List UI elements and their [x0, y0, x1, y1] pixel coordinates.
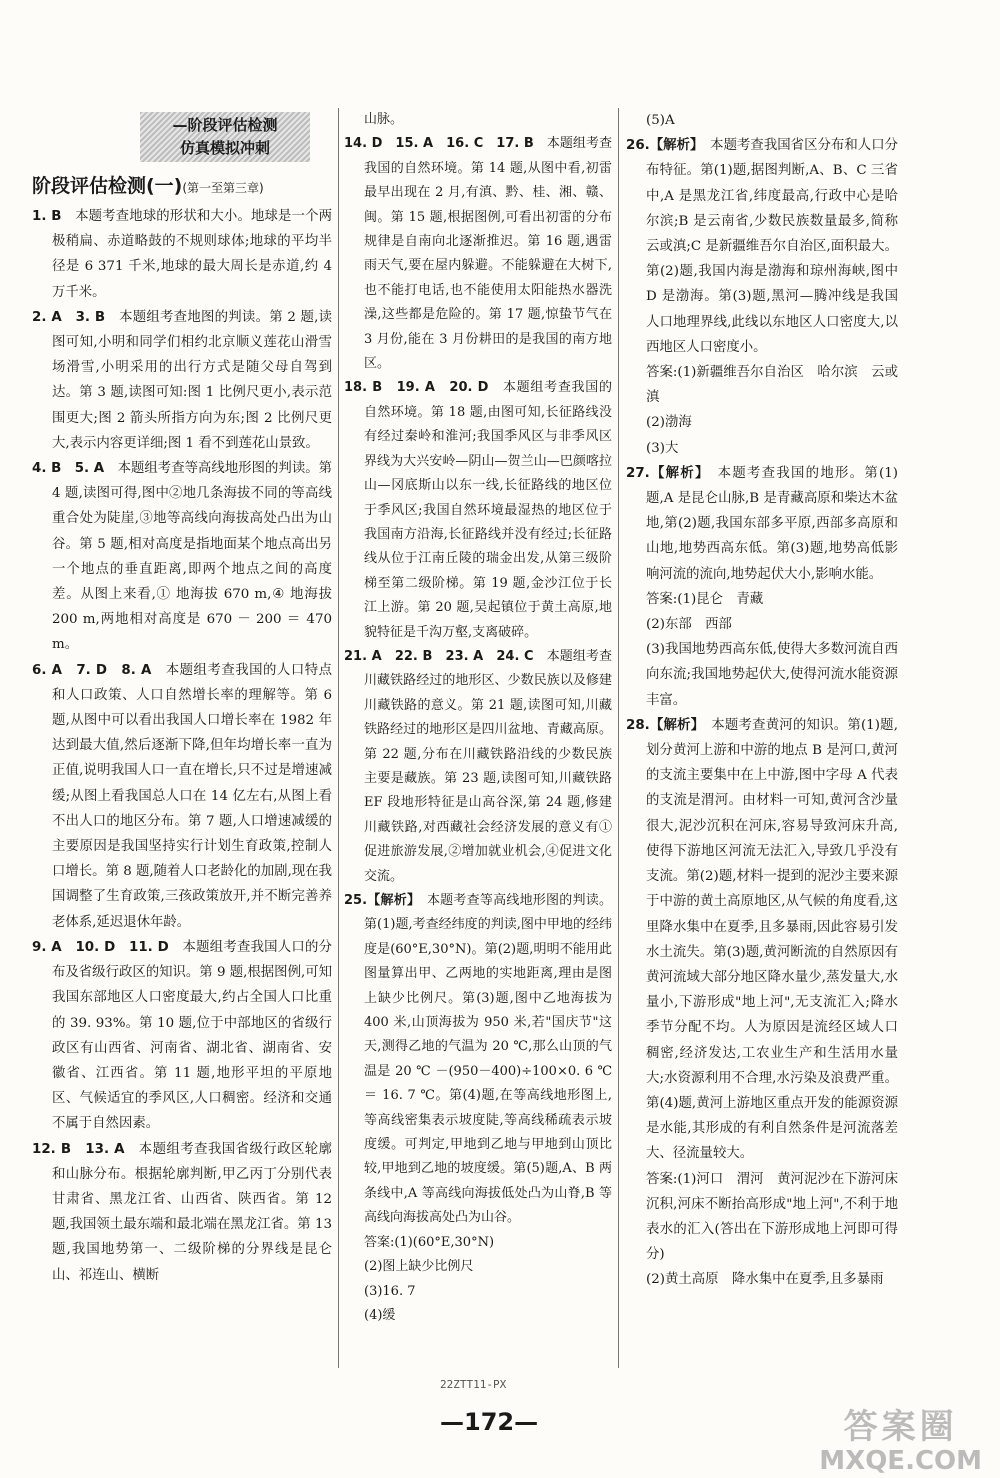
- explanation-text: (2)黄土高原 降水集中在夏季,且多暴雨: [646, 1272, 884, 1288]
- answer-item: [626, 360, 898, 410]
- answer-item: [626, 1167, 898, 1268]
- answer-line: (3)16. 7: [364, 1283, 416, 1299]
- page-number: —172—: [440, 1408, 539, 1436]
- explanation-text: (3)我国地势西高东低,使得大多数河流自西向东流;我国地势起伏大,使得河流水能资源丰富。: [646, 642, 898, 708]
- explanation-text: (2)渤海: [646, 415, 692, 431]
- column-3: [626, 108, 898, 1293]
- answer-line: (4)缓: [364, 1307, 396, 1323]
- column-divider: [338, 108, 339, 1368]
- answer-item: [32, 935, 332, 1137]
- answer-item: [626, 410, 898, 435]
- watermark-logo: [819, 1407, 982, 1478]
- question-number: 9. A 10. D 11. D: [32, 939, 169, 955]
- explanation-text: 本题组考查等高线地形图的判读。第 4 题,读图可得,图中②地几条海拔不同的等高线重合处为陡崖,③地等高线向海拔高处凸出为山谷。第 5 题,相对高度是指地面某个地点高出另一个地点的垂直距离,即两个地点之间的高度差。从图上来看,① 地海拔 670 m,④ 地海拔 200 m,两地相对高度是 670 － 200 ＝ 470 m。: [52, 461, 333, 653]
- question-number: 21. A 22. B 23. A 24. C: [344, 648, 534, 664]
- explanation-text: 本题组考查我国人口的分布及省级行政区的知识。第 9 题,根据图例,可知我国东部地区人口密度最大,约占全国人口比重的 39. 93%。第 10 题,位于中部地区的省级行政区有山西省、河南省、湖北省、湖南省、安徽省、江西省。第 11 题,地形平坦的平原地区、气候适宜的季风区,人口稠密。经济和交通不属于自然因素。: [52, 939, 332, 1132]
- watermark-text: 答案圈: [843, 1407, 958, 1447]
- question-number: 4. B 5. A: [32, 461, 105, 477]
- explanation-text: (2)东部 西部: [646, 617, 732, 633]
- banner-line-1: — 阶段评估检测: [140, 114, 310, 137]
- answer-item: [344, 889, 612, 1231]
- explanation-text: (5)A: [646, 113, 675, 128]
- answer-item: [626, 436, 898, 461]
- answer-item: [344, 645, 612, 889]
- question-number: 18. B 19. A 20. D: [344, 380, 489, 396]
- answer-item: [626, 461, 898, 587]
- explanation-text: 本题考查等高线地形图的判读。第(1)题,考查经纬度的判读,图中甲地的经纬度是(60°E,30°N)。第(2)题,明明不能用此图量算出甲、乙两地的实地距离,理由是图上缺少比例尺。第(3)题,图中乙地海拔为 400 米,山顶海拔为 950 米,若"国庆节"这天,测得乙地的气温为 20 ℃,那么山顶的气温是 20 ℃ －(950－400)÷100×0. 6 ℃ ＝ 16. 7 ℃。第(4)题,在等高线地形图上,等高线密集表示坡度陡,等高线稀疏表示坡度缓。可判定,甲地到乙地与甲地到山顶比较,甲地到乙地的坡度缓。第(5)题,A、B 两条线中,A 等高线向海拔低处凸为山脊,B 等高线向海拔高处凸为山谷。: [364, 893, 612, 1226]
- explanation-text: 本题考查黄河的知识。第(1)题,划分黄河上游和中游的地点 B 是河口,黄河的支流主要集中在上中游,图中字母 A 代表的支流是渭河。由材料一可知,黄河含沙量很大,泥沙沉积在河床,容易导致河床升高,使得下游地区河流无法汇入,导致几乎没有支流。第(2)题,材料一提到的泥沙主要来源于中游的黄土高原地区,从气候的角度看,这里降水集中在夏季,且多暴雨,因此容易引发水土流失。第(3)题,黄河断流的自然原因有黄河流域大部分地区降水量少,蒸发量大,水量小,下游形成"地上河",无支流汇入;降水季节分配不均。人为原因是流经区域人口稠密,经济发达,工农业生产和生活用水量大;水资源利用不合理,水污染及浪费严重。第(4)题,黄河上游地区重点开发的能源资源是水能,其形成的有利自然条件是河流落差大、径流量较大。: [646, 717, 898, 1162]
- explanation-text: 答案:(1)昆仑 青藏: [646, 591, 764, 607]
- answer-item: [626, 637, 898, 713]
- answer-item: [626, 587, 898, 612]
- explanation-text: 本题考查我国的地形。第(1)题,A 是昆仑山脉,B 是青藏高原和柴达木盆地,第(2)题,我国东部多平原,西部多高原和山地,地势西高东低。第(3)题,地势高低影响河流的流向,地势起伏大小,影响水能。: [646, 465, 898, 582]
- answer-item: [32, 1137, 332, 1288]
- explanation-text: 本题组考查我国的人口特点和人口政策、人口自然增长率的理解等。第 6 题,从图中可以看出我国人口增长率在 1982 年达到最大值,然后逐渐下降,但年均增长率一直为正值,说明我国人口一直在增长,只不过是增速减缓;从图上看我国总人口在 14 亿左右,从图上看不出人口的地区分布。第 7 题,人口增速减缓的主要原因是我国坚持实行计划生育政策,控制人口增长。第 8 题,随着人口老龄化的加剧,现在我国调整了生育政策,三孩政策放开,并不断完善养老体系,延迟退休年龄。: [52, 662, 333, 930]
- answer-item: [626, 713, 898, 1167]
- answer-item: [626, 108, 898, 133]
- answer-item: [32, 305, 332, 456]
- question-number: 12. B 13. A: [32, 1141, 125, 1157]
- answer-item: [32, 456, 332, 658]
- answer-item: [626, 612, 898, 637]
- explanation-text: 答案:(1)河口 渭河 黄河泥沙在下游河床沉积,河床不断抬高形成"地上河",不利于地表水的汇入(答出在下游形成地上河即可得分): [646, 1171, 898, 1263]
- answer-item: [626, 133, 898, 360]
- section-title: [32, 172, 332, 202]
- question-number: 14. D 15. A 16. C 17. B: [344, 136, 534, 152]
- explanation-text: 本题考查我国省区分布和人口分布特征。第(1)题,据图判断,A、B、C 三省中,A 是黑龙江省,纬度最高,行政中心是哈尔滨;B 是云南省,少数民族数量最多,简称云或滇;C 是新疆维吾尔自治区,面积最大。第(2)题,我国内海是渤海和琼州海峡,图中 D 是渤海。第(3)题,黑河—腾冲线是我国人口地理界线,此线以东地区人口密度大,以西地区人口密度小。: [646, 138, 898, 355]
- answer-item: [344, 132, 612, 376]
- explanation-text: 本题考查地球的形状和大小。地球是一个两极稍扁、赤道略鼓的不规则球体;地球的平均半径是 6 371 千米,地球的最大周长是赤道,约 4 万千米。: [52, 209, 333, 300]
- watermark-url: MXQE.COM: [819, 1446, 982, 1476]
- answer-line: (2)图上缺少比例尺: [364, 1259, 474, 1275]
- column-1: [32, 108, 332, 1288]
- answer-item: [344, 108, 612, 132]
- question-number: 25.【解析】: [344, 893, 414, 908]
- explanation-text: 山脉。: [364, 112, 404, 127]
- explanation-text: 本题组考查地图的判读。第 2 题,读图可知,小明和同学们相约北京顺义莲花山滑雪场滑雪,小明采用的出行方式是随父母自驾到达。第 3 题,读图可知:图 1 比例尺更小,表示范围更大;图 2 箭头所指方向为东;图 2 比例尺更大,表示内容更详细;图 1 看不到莲花山景致。: [52, 309, 333, 451]
- question-number: 27.【解析】: [626, 465, 703, 481]
- section-title-text: 阶段评估检测(一): [32, 175, 183, 197]
- explanation-text: 答案:(1)新疆维吾尔自治区 哈尔滨 云或滇: [646, 365, 898, 406]
- question-number: 26.【解析】: [626, 138, 697, 154]
- answer-item: [344, 376, 612, 644]
- answer-item: [32, 204, 332, 305]
- question-number: 2. A 3. B: [32, 309, 106, 325]
- section-banner: [140, 112, 310, 162]
- question-number: 6. A 7. D 8. A: [32, 662, 152, 678]
- explanation-text: (3)大: [646, 440, 679, 456]
- question-number: 1. B: [32, 209, 62, 224]
- section-range: (第一至第三章): [182, 181, 264, 195]
- explanation-text: 本题组考查我国省级行政区轮廓和山脉分布。根据轮廓判断,甲乙丙丁分别代表甘肃省、黑龙江省、山西省、陕西省。第 12 题,我国领土最东端和最北端在黑龙江省。第 13 题,我国地势第一、二级阶梯的分界线是昆仑山、祁连山、横断: [52, 1141, 333, 1283]
- banner-line-2: 仿真模拟冲刺: [179, 139, 270, 157]
- explanation-text: 本题组考查我国的自然环境。第 14 题,从图中看,初雷最早出现在 2 月,有滇、黔、桂、湘、赣、闽。第 15 题,根据图例,可看出初雷的分布规律是自南向北逐渐推迟。第 16 题,遇雷雨天气,要在屋内躲避。不能躲避在大树下,也不能打电话,也不能使用太阳能热水器洗澡,这些都是危险的。第 17 题,惊蛰节气在 3 月份,能在 3 月份耕田的是我国的南方地区。: [364, 136, 612, 372]
- answer-line: 答案:(1)(60°E,30°N): [364, 1234, 495, 1250]
- explanation-text: 本题组考查我国的自然环境。第 18 题,由图可知,长征路线没有经过秦岭和淮河;我国季风区与非季风区界线为大兴安岭—阴山—贺兰山—巴颜喀拉山—冈底斯山以东一线,长征路线的地区位于季风区;我国自然环境最湿热的地区位于我国南方沿海,长征路线并没有经过;长征路线从位于江南丘陵的瑞金出发,从第三级阶梯至第二级阶梯。第 19 题,金沙江位于长江上游。第 20 题,吴起镇位于黄土高原,地貌特征是千沟万壑,支离破碎。: [364, 380, 612, 640]
- explanation-text: 本题组考查川藏铁路经过的地形区、少数民族以及修建川藏铁路的意义。第 21 题,读图可知,川藏铁路经过的地形区是四川盆地、青藏高原。第 22 题,分布在川藏铁路沿线的少数民族主要是藏族。第 23 题,读图可知,川藏铁路 EF 段地形特征是山高谷深,第 24 题,修建川藏铁路,对西藏社会经济发展的意义有①促进旅游发展,②增加就业机会,④促进文化交流。: [364, 648, 612, 884]
- question-number: 28.【解析】: [626, 717, 698, 733]
- column-divider: [618, 108, 619, 1368]
- column-2: [344, 108, 612, 1328]
- print-code: 22ZTT11-PX: [440, 1378, 507, 1391]
- answer-item: [626, 1267, 898, 1292]
- answer-item: [32, 658, 332, 935]
